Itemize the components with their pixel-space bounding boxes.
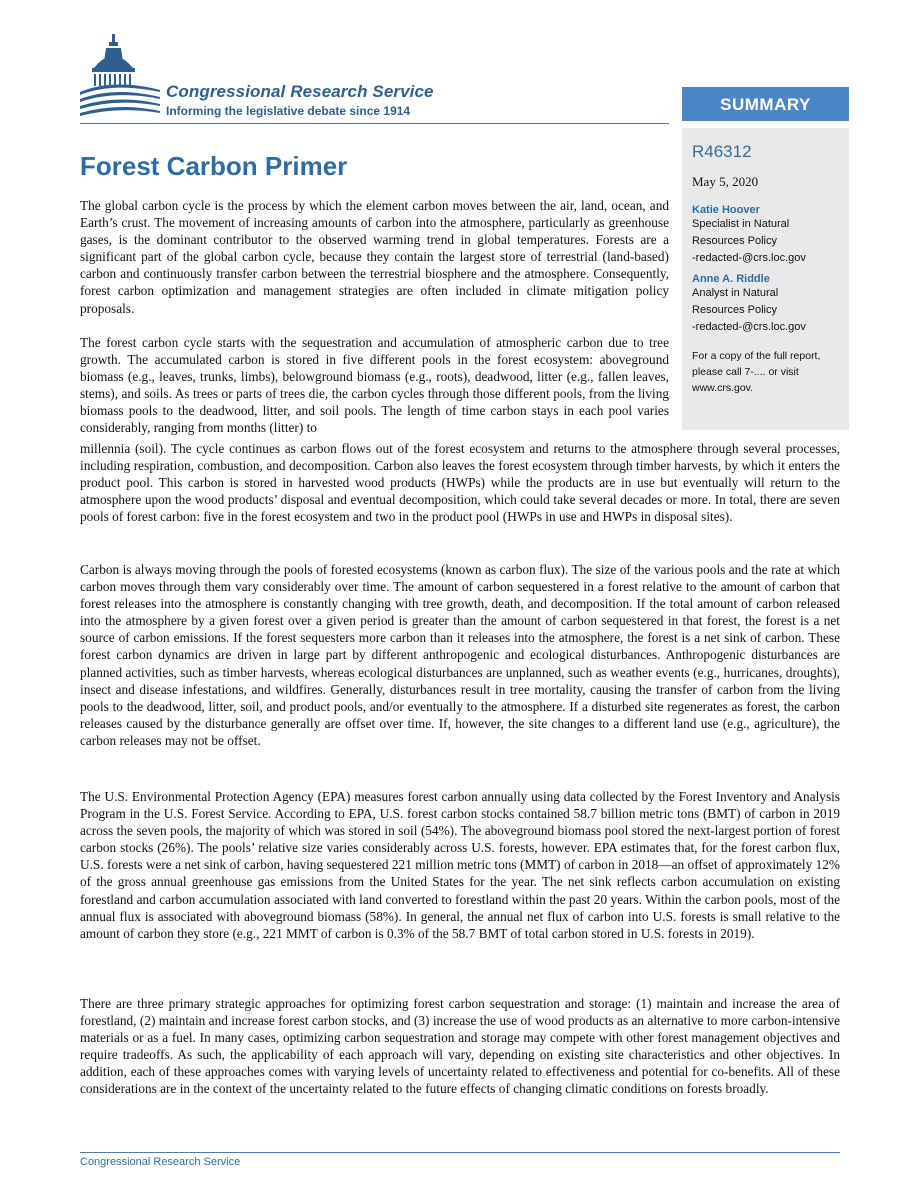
author-title: Resources Policy: [692, 304, 777, 316]
body-paragraph: The global carbon cycle is the process by which the element carbon moves between the air, land, ocean, and Earth’s crust. The movement of increasing amounts of carbon into the atmosphere, particularly as greenhouse gases, is the dominant contributor to the observed warming trend in global temperatures. Forests are a significant part of the global carbon cycle, because they contain the largest store of terrestrial (land-based) carbon and continuously transfer carbon between the terrestrial biosphere and the atmosphere. Consequently, forest carbon optimization and management strategies are often included in climate mitigation policy proposals.: [80, 198, 669, 316]
author-name: Katie Hoover: [692, 204, 760, 216]
header-divider: [80, 123, 669, 124]
capitol-dome-icon: [80, 34, 160, 124]
body-paragraph: Carbon is always moving through the pools of forested ecosystems (known as carbon flux). The size of the various pools and the rate at which carbon moves through them vary considerably over time. The amount of carbon sequestered in a forest relative to the amount of carbon that forest releases into the atmosphere is constantly changing with tree growth, death, and decomposition. If the total amount of carbon released into the atmosphere by a given forest over a given period is greater than the amount of carbon sequestered in that forest, the forest is a net source of carbon emissions. If the forest sequesters more carbon than it releases into the atmosphere, the forest is a net sink of carbon. These forest carbon dynamics are driven in large part by different anthropogenic and ecological disturbances. Anthropogenic disturbances are planned activities, such as timber harvests, whereas ecological disturbances are unplanned, such as weather events (e.g., hurricanes, droughts), insect and disease infestations, and wildfires. Generally, disturbances result in tree mortality, causing the transfer of carbon from the living pools to the deadwood, litter, soil, and product pools, and/or eventually to the atmosphere. If a disturbed site regenerates as forest, the carbon releases caused by the disturbance generally are offset over time. If, however, the site changes to a different land use (e.g., agriculture), the carbon releases may not be offset.: [80, 562, 840, 748]
body-paragraph: millennia (soil). The cycle continues as carbon flows out of the forest ecosystem and returns to the atmosphere through several processes, including respiration, combustion, and decomposition. Carbon also leaves the forest ecosystem through timber harvests, by which it enters the product pool. This carbon is stored in harvested wood products (HWPs) while the products are in use but eventually will return to the atmosphere upon the wood products’ disposal and eventual decomposition, which could take several decades or more. In total, there are seven pools of forest carbon: five in the forest ecosystem and two in the product pool (HWPs in use and HWPs in disposal sites).: [80, 441, 840, 525]
page-title: Forest Carbon Primer: [80, 151, 348, 181]
copy-note: [692, 348, 841, 396]
org-tagline: Informing the legislative debate since 1914: [166, 104, 411, 118]
author-name: Anne A. Riddle: [692, 273, 770, 285]
body-paragraph: There are three primary strategic approaches for optimizing forest carbon sequestration and storage: (1) maintain and increase the area of forestland, (2) maintain and increase forest carbon stocks, and (3) increase the use of wood products as an alternative to more carbon-intensive materials or as a fuel. In many cases, optimizing carbon sequestration and storage may compete with other forest management objectives and require tradeoffs. As such, the applicability of each approach will vary, depending on existing site characteristics and other objectives. In addition, each of these approaches comes with varying levels of uncertainty related to effectiveness and potential for co-benefits. All of these considerations are in the context of the uncertainty related to the future effects of changing climatic conditions on forests broadly.: [80, 996, 840, 1097]
author-title: Specialist in Natural: [692, 218, 790, 230]
body-paragraph: The forest carbon cycle starts with the sequestration and accumulation of atmospheric carbon due to tree growth. The accumulated carbon is stored in five different pools in the forest ecosystem: aboveground biomass (e.g., leaves, trunks, limbs), belowground biomass (e.g., roots), deadwood, litter (e.g., fallen leaves, stems), and soils. As trees or parts of trees die, the carbon cycles through those different pools, from the living biomass pools to the deadwood, litter, and soil pools. The length of time carbon stays in each pool varies considerably, ranging from months (litter) to: [80, 335, 669, 436]
author-title: Resources Policy: [692, 235, 777, 247]
report-sidebar: [682, 128, 849, 430]
report-date: May 5, 2020: [692, 174, 759, 189]
copy-note-line: For a copy of the full report,: [692, 350, 821, 362]
author-email: -redacted-@crs.loc.gov: [692, 321, 806, 333]
crs-website-link[interactable]: www.crs.gov.: [692, 382, 754, 394]
footer-divider: [80, 1152, 840, 1153]
report-number: R46312: [692, 142, 752, 161]
org-name: Congressional Research Service: [166, 82, 434, 101]
author-email: -redacted-@crs.loc.gov: [692, 252, 806, 264]
body-paragraph: The U.S. Environmental Protection Agency (EPA) measures forest carbon annually using data collected by the Forest Inventory and Analysis Program in the U.S. Forest Service. According to EPA, U.S. forest carbon stocks contained 58.7 billion metric tons (BMT) of carbon in 2019 across the seven pools, the majority of which was stored in soil (54%). The aboveground biomass pool stored the next-largest portion of forest carbon stocks (26%). The pools’ relative size varies considerably across U.S. forests, however. EPA estimates that, for the forest carbon flux, U.S. forests were a net sink of carbon, having sequestered 221 million metric tons (MMT) of carbon in 2018—an offset of approximately 12% of the gross annual greenhouse gas emissions from the United States for the year. The net sink reflects carbon accumulation on existing forestland and carbon accumulation associated with land converted to forestland within the past 20 years. Within the carbon pools, most of the annual flux is associated with aboveground biomass (58%). In general, the annual net flux of carbon into U.S. forests is small relative to the amount of carbon they store (e.g., 221 MMT of carbon is 0.3% of the 58.7 BMT of total carbon stored in U.S. forests in 2019).: [80, 789, 840, 941]
summary-header: SUMMARY: [682, 87, 849, 121]
crs-logo: [80, 34, 480, 124]
copy-note-line: please call 7-.... or visit: [692, 366, 799, 378]
author-title: Analyst in Natural: [692, 287, 779, 299]
footer-text: Congressional Research Service: [80, 1156, 241, 1168]
